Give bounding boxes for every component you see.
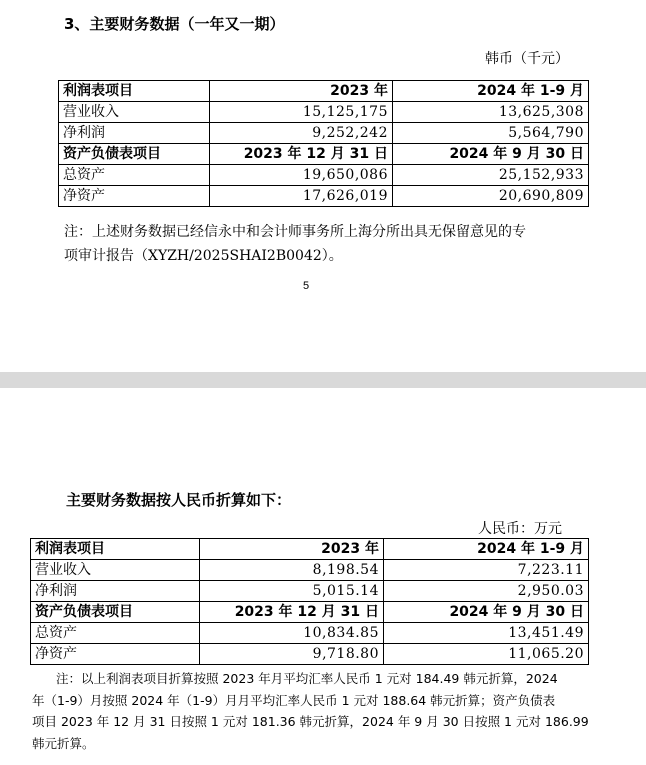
- cell-value: 19,650,086: [210, 165, 393, 186]
- cell-value: 8,198.54: [200, 560, 384, 581]
- table-row: [31, 623, 589, 644]
- row-label: 总资产: [31, 623, 200, 644]
- note-line: 年（1-9）月按照 2024 年（1-9）月月平均汇率人民币 1 元对 188.64 韩元折算；资产负债表: [32, 692, 556, 708]
- table-header-row: [59, 144, 589, 165]
- table-header-row: [59, 81, 589, 102]
- note-line: 项目 2023 年 12 月 31 日按照 1 元对 181.36 韩元折算，2024 年 9 月 30 日按照 1 元对 186.99: [32, 714, 589, 729]
- cell-value: 7,223.11: [384, 560, 589, 581]
- cell-value: 13,625,308: [393, 102, 589, 123]
- cell-value: 2023 年 12 月 31 日: [200, 602, 384, 623]
- note-line: 项审计报告（XYZH/2025SHAI2B0042）。: [64, 248, 343, 264]
- financial-table-rmb: [30, 538, 589, 665]
- section-heading-rmb: 主要财务数据按人民币折算如下：: [66, 491, 292, 509]
- cell-value: 2023 年 12 月 31 日: [210, 144, 393, 165]
- cell-value: 2023 年: [210, 81, 393, 102]
- financial-table-krw: [58, 80, 589, 207]
- table-row: [31, 644, 589, 665]
- cell-value: 5,015.14: [200, 581, 384, 602]
- table-header-row: [31, 539, 589, 560]
- cell-value: 13,451.49: [384, 623, 589, 644]
- section-heading: 3、主要财务数据（一年又一期）: [64, 15, 285, 33]
- cell-value: 2,950.03: [384, 581, 589, 602]
- conversion-note: [32, 668, 622, 754]
- row-label: 资产负债表项目: [59, 144, 210, 165]
- cell-value: 15,125,175: [210, 102, 393, 123]
- cell-value: 9,252,242: [210, 123, 393, 144]
- currency-unit: 韩币（千元）: [485, 51, 569, 67]
- cell-value: 2024 年 9 月 30 日: [393, 144, 589, 165]
- cell-value: 25,152,933: [393, 165, 589, 186]
- table-row: [59, 186, 589, 207]
- note-line: 注：上述财务数据已经信永中和会计师事务所上海分所出具无保留意见的专: [64, 224, 526, 240]
- table-row: [31, 581, 589, 602]
- cell-value: 2024 年 1-9 月: [393, 81, 589, 102]
- page-number: 5: [303, 280, 310, 292]
- audit-note: [64, 220, 594, 268]
- row-label: 净资产: [31, 644, 200, 665]
- note-line: 韩元折算。: [32, 735, 95, 751]
- row-label: 净资产: [59, 186, 210, 207]
- table-row: [59, 123, 589, 144]
- row-label: 净利润: [31, 581, 200, 602]
- table-body: [31, 539, 589, 665]
- page-bottom: [0, 388, 646, 765]
- table-row: [59, 165, 589, 186]
- cell-value: 20,690,809: [393, 186, 589, 207]
- table-body: [59, 81, 589, 207]
- cell-value: 2024 年 9 月 30 日: [384, 602, 589, 623]
- cell-value: 11,065.20: [384, 644, 589, 665]
- note-line: 注：以上利润表项目折算按照 2023 年月平均汇率人民币 1 元对 184.49 韩元折算，2024: [56, 671, 558, 686]
- row-label: 营业收入: [59, 102, 210, 123]
- row-label: 总资产: [59, 165, 210, 186]
- table-row: [31, 560, 589, 581]
- row-label: 资产负债表项目: [31, 602, 200, 623]
- row-label: 利润表项目: [59, 81, 210, 102]
- row-label: 净利润: [59, 123, 210, 144]
- row-label: 营业收入: [31, 560, 200, 581]
- cell-value: 17,626,019: [210, 186, 393, 207]
- row-label: 利润表项目: [31, 539, 200, 560]
- cell-value: 5,564,790: [393, 123, 589, 144]
- cell-value: 10,834.85: [200, 623, 384, 644]
- cell-value: 2023 年: [200, 539, 384, 560]
- rmb-unit: 人民币：万元: [478, 521, 562, 537]
- cell-value: 9,718.80: [200, 644, 384, 665]
- table-row: [59, 102, 589, 123]
- page-top: [0, 0, 646, 372]
- cell-value: 2024 年 1-9 月: [384, 539, 589, 560]
- page-gap: [0, 372, 646, 388]
- table-header-row: [31, 602, 589, 623]
